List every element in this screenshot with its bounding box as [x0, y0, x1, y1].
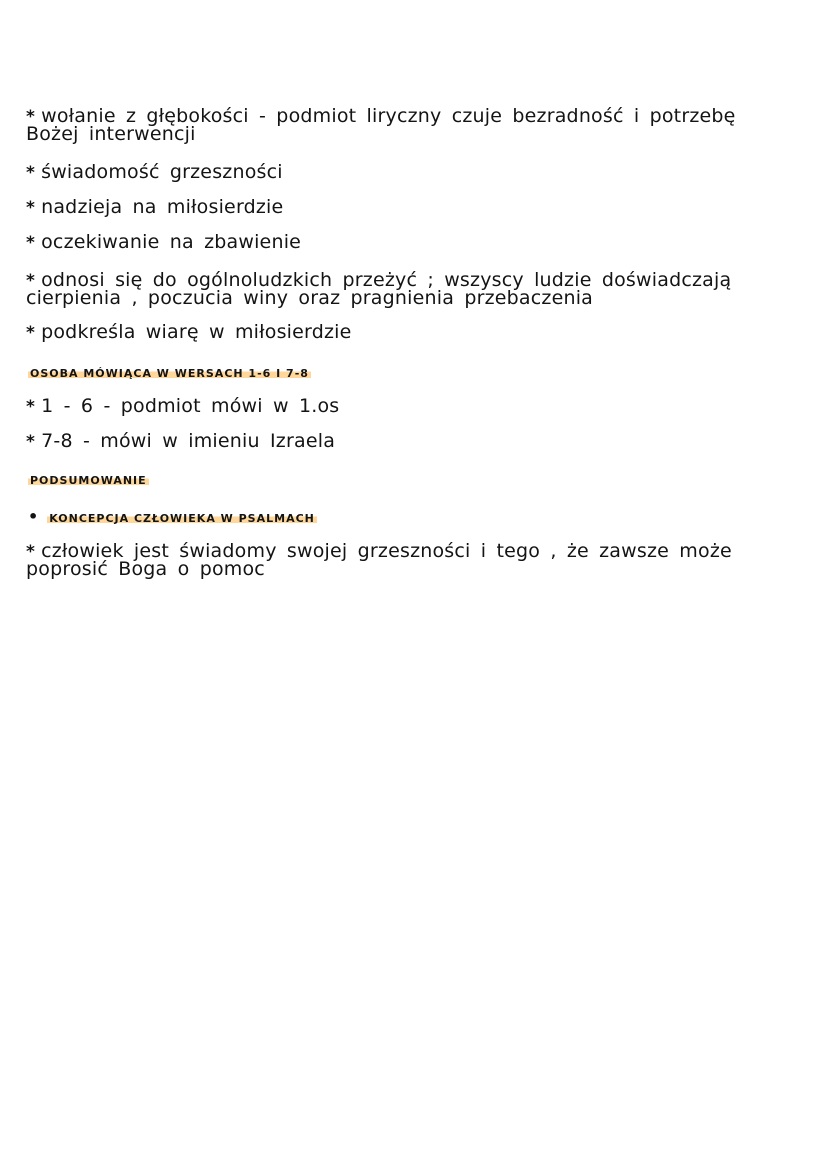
note-item-4: [26, 231, 798, 253]
summary-heading-text: PODSUMOWANIE: [30, 474, 147, 487]
asterisk-bullet-icon: *: [26, 542, 36, 562]
summary-heading: [28, 474, 149, 488]
dot-bullet-icon: •: [28, 507, 40, 526]
note-text: świadomość grzeszności: [41, 161, 283, 183]
speaker-item-1: [26, 395, 798, 417]
note-item-3: [26, 196, 798, 218]
note-text: oczekiwanie na zbawienie: [41, 231, 302, 253]
asterisk-bullet-icon: *: [26, 323, 36, 343]
speaker-item-2: [26, 430, 798, 452]
asterisk-bullet-icon: *: [26, 397, 36, 417]
note-text: 1 - 6 - podmiot mówi w 1.os: [41, 395, 340, 417]
note-item-1: [26, 105, 798, 145]
concept-subheading-text: KONCEPCJA CZŁOWIEKA W PSALMACH: [49, 512, 315, 525]
note-item-5: [26, 269, 798, 309]
note-text: wołanie z głębokości - podmiot liryczny czuje bezradność i potrzebę Bożej interwencji: [26, 105, 736, 145]
asterisk-bullet-icon: *: [26, 107, 36, 127]
note-text: podkreśla wiarę w miłosierdzie: [41, 321, 352, 343]
summary-item-1: [26, 540, 798, 580]
note-text: człowiek jest świadomy swojej grzeszności i tego , że zawsze może poprosić Boga o pomoc: [26, 540, 732, 580]
speaker-heading-text: OSOBA MÓWIĄCA W WERSACH 1-6 I 7-8: [30, 367, 309, 380]
note-item-6: [26, 321, 798, 343]
asterisk-bullet-icon: *: [26, 198, 36, 218]
asterisk-bullet-icon: *: [26, 432, 36, 452]
speaker-heading: [28, 367, 311, 381]
asterisk-bullet-icon: *: [26, 233, 36, 253]
asterisk-bullet-icon: *: [26, 163, 36, 183]
asterisk-bullet-icon: *: [26, 271, 36, 291]
note-text: nadzieja na miłosierdzie: [41, 196, 284, 218]
note-text: 7-8 - mówi w imieniu Izraela: [41, 430, 336, 452]
concept-subheading: [28, 507, 317, 526]
note-text: odnosi się do ogólnoludzkich przeżyć ; wszyscy ludzie doświadczają cierpienia , poczucia winy oraz pragnienia przebaczenia: [26, 269, 732, 309]
note-item-2: [26, 161, 798, 183]
